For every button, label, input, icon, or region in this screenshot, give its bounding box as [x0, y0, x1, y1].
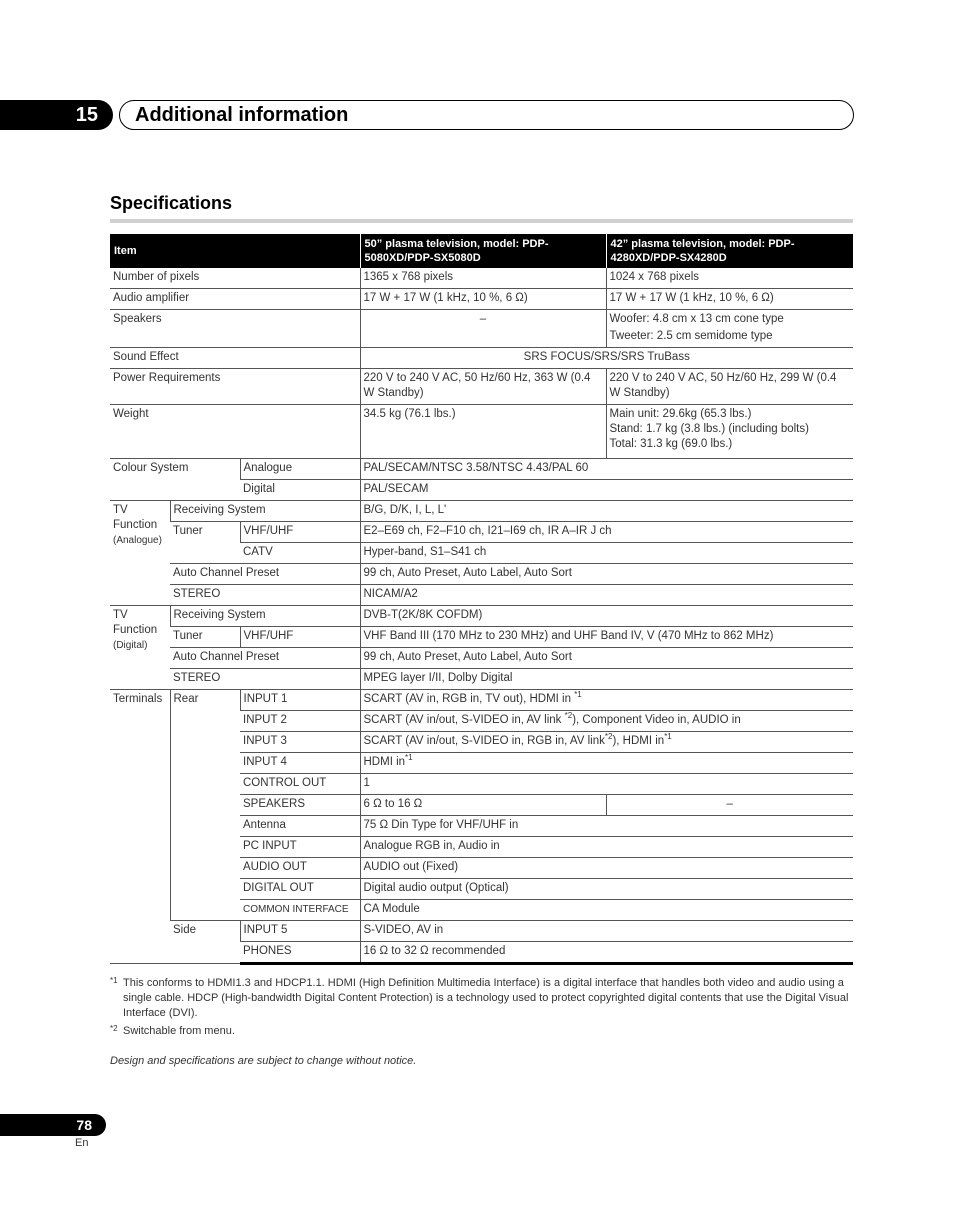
chapter-number-badge: 15: [0, 100, 113, 130]
row-label: Audio amplifier: [110, 289, 360, 310]
cell-merged: 1: [360, 774, 853, 795]
sub-label: INPUT 4: [240, 753, 360, 774]
cell-text: ), HDMI in: [612, 735, 665, 747]
cell-line: Stand: 1.7 kg (3.8 lbs.) (including bolts): [609, 423, 809, 435]
row-label: Colour System: [110, 459, 240, 501]
cell-merged: Digital audio output (Optical): [360, 879, 853, 900]
cell-merged: DVB-T(2K/8K COFDM): [360, 606, 853, 627]
cell-42: 1024 x 768 pixels: [606, 268, 853, 289]
sub-label: PC INPUT: [240, 837, 360, 858]
sub-label: Analogue: [240, 459, 360, 480]
cell-42: 220 V to 240 V AC, 50 Hz/60 Hz, 299 W (0.4 W Standby): [606, 369, 853, 405]
cell-50: 17 W + 17 W (1 kHz, 10 %, 6 Ω): [360, 289, 606, 310]
footnote-ref: *2: [564, 711, 573, 721]
footnote-text: This conforms to HDMI1.3 and HDCP1.1. HDMI (High Definition Multimedia Interface) is a digital interface that handles both video and audio using a single cable. HDCP (High-bandwidth Digital Content Protection) is a technology used to protect copyrighted digital contents that use the Digital Visual Interface (DVI).: [123, 977, 849, 1019]
row-label: [110, 606, 170, 690]
sub-label: STEREO: [170, 669, 360, 690]
cell-merged: AUDIO out (Fixed): [360, 858, 853, 879]
cell-merged: NICAM/A2: [360, 585, 853, 606]
footnote: [110, 976, 853, 1021]
cell-line: Tweeter: 2.5 cm semidome type: [609, 330, 773, 342]
cell-42: [606, 405, 853, 459]
cell-50: 34.5 kg (76.1 lbs.): [360, 405, 606, 459]
sub-label: DIGITAL OUT: [240, 879, 360, 900]
row-label: Weight: [110, 405, 360, 459]
label-line: (Digital): [113, 640, 148, 651]
page-number-badge: 78: [0, 1114, 106, 1136]
sub-label: CATV: [240, 543, 360, 564]
cell-line: Main unit: 29.6kg (65.3 lbs.): [609, 408, 752, 420]
footnote-marker: *1: [110, 976, 118, 985]
row-label: Speakers: [110, 310, 360, 348]
sub-label: Antenna: [240, 816, 360, 837]
sub-label: Auto Channel Preset: [170, 564, 360, 585]
disclaimer: Design and specifications are subject to change without notice.: [110, 1055, 417, 1067]
header-42-inch-model: 42” plasma television, model: PDP-4280XD/PDP-SX4280D: [606, 234, 853, 268]
table-row: [110, 627, 853, 648]
cell-merged: 99 ch, Auto Preset, Auto Label, Auto Sort: [360, 564, 853, 585]
row-label: Number of pixels: [110, 268, 360, 289]
sub-label: Rear: [170, 690, 240, 921]
language-code: En: [75, 1137, 89, 1149]
cell-text: ), Component Video in, AUDIO in: [572, 714, 741, 726]
label-line: TV: [113, 609, 128, 621]
footnote-ref: *1: [664, 732, 672, 742]
table-row: [110, 648, 853, 669]
sub-label: Side: [170, 921, 240, 964]
sub-label: Tuner: [170, 522, 240, 564]
sub-label: VHF/UHF: [240, 627, 360, 648]
sub-label: INPUT 3: [240, 732, 360, 753]
table-row: [110, 606, 853, 627]
table-row: [110, 369, 853, 405]
cell-merged: Analogue RGB in, Audio in: [360, 837, 853, 858]
footnote-text: Switchable from menu.: [123, 1025, 235, 1037]
section-title: Specifications: [110, 193, 233, 213]
label-line: Function: [113, 624, 158, 636]
sub-label: COMMON INTERFACE: [240, 900, 360, 921]
sub-label: Digital: [240, 480, 360, 501]
table-row: [110, 690, 853, 711]
label-line: TV: [113, 504, 128, 516]
table-row: [110, 564, 853, 585]
table-row: [110, 522, 853, 543]
footnote-marker: *2: [110, 1024, 118, 1033]
sub-label: STEREO: [170, 585, 360, 606]
table-row: [110, 289, 853, 310]
footnote: [110, 1024, 853, 1039]
sub-label: VHF/UHF: [240, 522, 360, 543]
cell-text: SCART (AV in/out, S-VIDEO in, AV link: [363, 714, 565, 726]
table-row: [110, 585, 853, 606]
cell-42: [606, 310, 853, 348]
label-line: (Analogue): [113, 535, 162, 546]
cell-line: Total: 31.3 kg (69.0 lbs.): [609, 438, 733, 450]
cell-50: 220 V to 240 V AC, 50 Hz/60 Hz, 363 W (0.4 W Standby): [360, 369, 606, 405]
cell-merged: MPEG layer I/II, Dolby Digital: [360, 669, 853, 690]
sub-label: Auto Channel Preset: [170, 648, 360, 669]
row-label: Sound Effect: [110, 348, 360, 369]
header-item: Item: [110, 234, 360, 268]
row-label: Power Requirements: [110, 369, 360, 405]
table-row: [110, 921, 853, 942]
cell-text: SCART (AV in, RGB in, TV out), HDMI in: [363, 693, 575, 705]
sub-label: Receiving System: [170, 501, 360, 522]
footnotes: [110, 976, 853, 1042]
cell-merged: B/G, D/K, I, L, L': [360, 501, 853, 522]
sub-label: CONTROL OUT: [240, 774, 360, 795]
table-row: [110, 669, 853, 690]
cell-merged: 99 ch, Auto Preset, Auto Label, Auto Sort: [360, 648, 853, 669]
footnote-ref: *1: [574, 690, 582, 700]
cell-line: Woofer: 4.8 cm x 13 cm cone type: [609, 313, 784, 325]
sub-label: PHONES: [240, 942, 360, 964]
cell-merged: Hyper-band, S1–S41 ch: [360, 543, 853, 564]
table-row: [110, 310, 853, 348]
cell-merged: E2–E69 ch, F2–F10 ch, I21–I69 ch, IR A–IR J ch: [360, 522, 853, 543]
cell-42: –: [606, 795, 853, 816]
cell-merged: 16 Ω to 32 Ω recommended: [360, 942, 853, 964]
cell-merged: VHF Band III (170 MHz to 230 MHz) and UHF Band IV, V (470 MHz to 862 MHz): [360, 627, 853, 648]
cell-50: 1365 x 768 pixels: [360, 268, 606, 289]
chapter-title: Additional information: [135, 104, 349, 126]
table-row: [110, 268, 853, 289]
row-label: [110, 501, 170, 606]
cell-merged: S-VIDEO, AV in: [360, 921, 853, 942]
table-row: [110, 348, 853, 369]
sub-label: Tuner: [170, 627, 240, 648]
specifications-table: [110, 234, 853, 965]
row-label: Terminals: [110, 690, 170, 964]
table-row: [110, 459, 853, 480]
table-header-row: [110, 234, 853, 268]
cell-merged: [360, 690, 853, 711]
section-divider: [110, 219, 853, 223]
cell-text: HDMI in: [363, 756, 406, 768]
cell-merged: CA Module: [360, 900, 853, 921]
cell-merged: PAL/SECAM/NTSC 3.58/NTSC 4.43/PAL 60: [360, 459, 853, 480]
cell-merged: PAL/SECAM: [360, 480, 853, 501]
cell-42: 17 W + 17 W (1 kHz, 10 %, 6 Ω): [606, 289, 853, 310]
cell-50: 6 Ω to 16 Ω: [360, 795, 606, 816]
footnote-ref: *1: [405, 753, 413, 763]
cell-text: SCART (AV in/out, S-VIDEO in, RGB in, AV link: [363, 735, 605, 747]
cell-merged: SRS FOCUS/SRS/SRS TruBass: [360, 348, 853, 369]
header-50-inch-model: 50” plasma television, model: PDP-5080XD/PDP-SX5080D: [360, 234, 606, 268]
cell-merged: [360, 732, 853, 753]
footnote-ref: *2: [604, 732, 613, 742]
sub-label: SPEAKERS: [240, 795, 360, 816]
cell-merged: [360, 711, 853, 732]
cell-merged: [360, 753, 853, 774]
sub-label: INPUT 2: [240, 711, 360, 732]
sub-label: Receiving System: [170, 606, 360, 627]
cell-merged: 75 Ω Din Type for VHF/UHF in: [360, 816, 853, 837]
sub-label: AUDIO OUT: [240, 858, 360, 879]
sub-label: INPUT 1: [240, 690, 360, 711]
table-row: [110, 405, 853, 459]
sub-label: INPUT 5: [240, 921, 360, 942]
label-line: Function: [113, 519, 158, 531]
table-row: [110, 501, 853, 522]
cell-50: –: [360, 310, 606, 348]
